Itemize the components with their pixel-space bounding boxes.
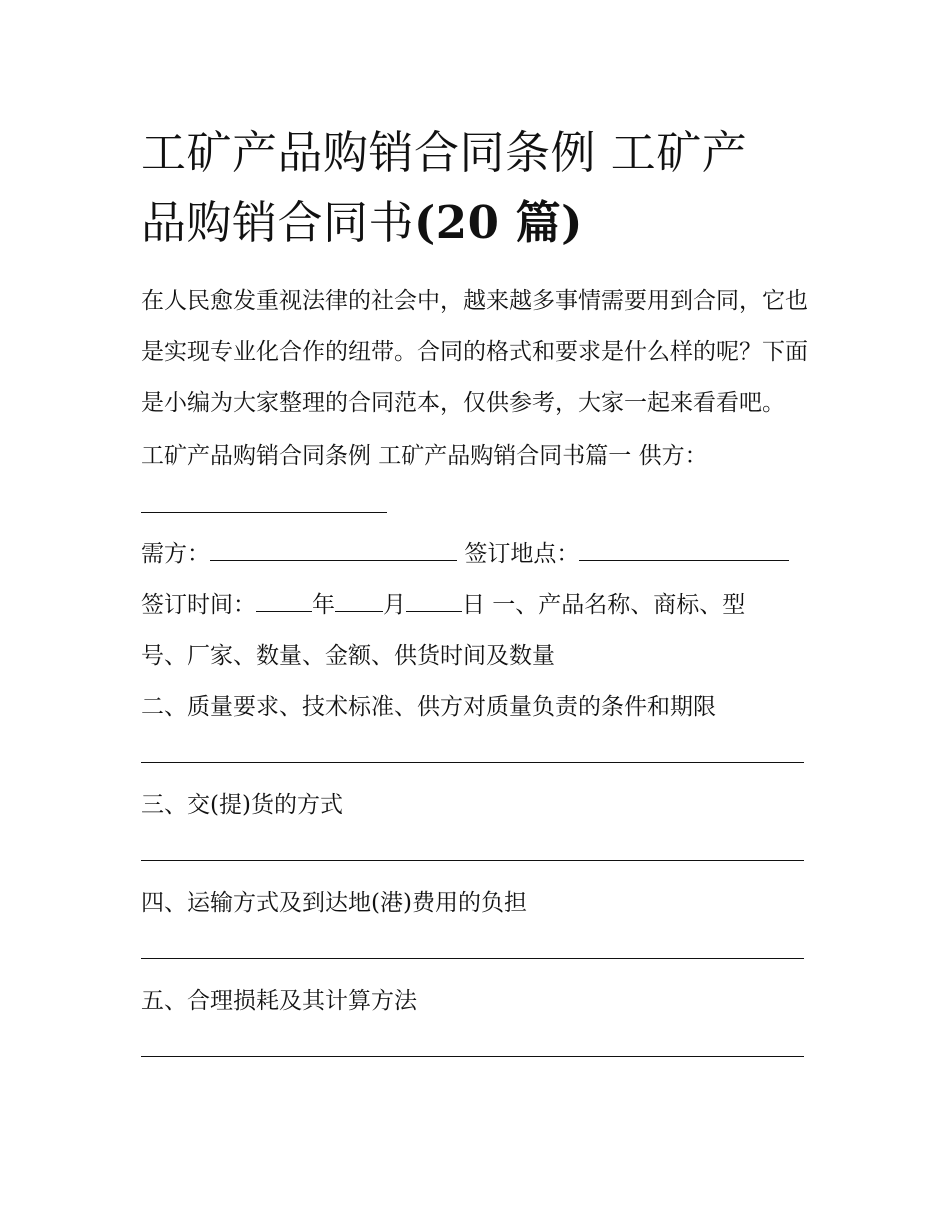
month-label: 月 [383, 592, 406, 618]
place-blank[interactable] [579, 538, 789, 561]
supplier-blank[interactable] [141, 490, 387, 513]
supplier-blank-row [141, 482, 813, 528]
item-3-heading: 三、交(提)货的方式 [141, 792, 343, 818]
place-label: 签订地点： [464, 541, 580, 567]
year-blank[interactable] [256, 589, 312, 612]
item-2-blank-line[interactable] [141, 733, 813, 780]
date-label: 签订时间： [141, 592, 256, 618]
title-line-1: 工矿产品购销合同条例 工矿产 [141, 126, 748, 179]
document-body [141, 118, 813, 1074]
intro-paragraph: 在人民愈发重视法律的社会中，越来越多事情需要用到合同，它也是实现专业化合作的纽带。合同的格式和要求是什么样的呢？下面是小编为大家整理的合同范本，仅供参考，大家一起来看看吧。 [141, 288, 808, 416]
buyer-label: 需方： [141, 541, 210, 567]
section-heading: 工矿产品购销合同条例 工矿产品购销合同书篇一 供方： [141, 443, 708, 469]
day-item1-text: 日 一、产品名称、商标、型 [462, 592, 746, 618]
buyer-place-row [141, 528, 813, 580]
month-blank[interactable] [335, 589, 383, 612]
title-count: (20 篇) [414, 196, 583, 249]
day-blank[interactable] [406, 589, 462, 612]
item-4-blank-line[interactable] [141, 929, 813, 976]
date-row [141, 580, 813, 631]
title-line-2: 品购销合同书 [141, 196, 415, 249]
item-1-continued: 号、厂家、数量、金额、供货时间及数量 [141, 643, 555, 669]
year-label: 年 [312, 592, 335, 618]
item-2-heading: 二、质量要求、技术标准、供方对质量负责的条件和期限 [141, 694, 716, 720]
item-4-heading: 四、运输方式及到达地(港)费用的负担 [141, 890, 527, 916]
buyer-blank[interactable] [210, 538, 457, 561]
item-5-heading: 五、合理损耗及其计算方法 [141, 988, 417, 1014]
item-3-blank-line[interactable] [141, 831, 813, 878]
document-title [141, 118, 813, 258]
item-5-blank-line[interactable] [141, 1027, 813, 1074]
